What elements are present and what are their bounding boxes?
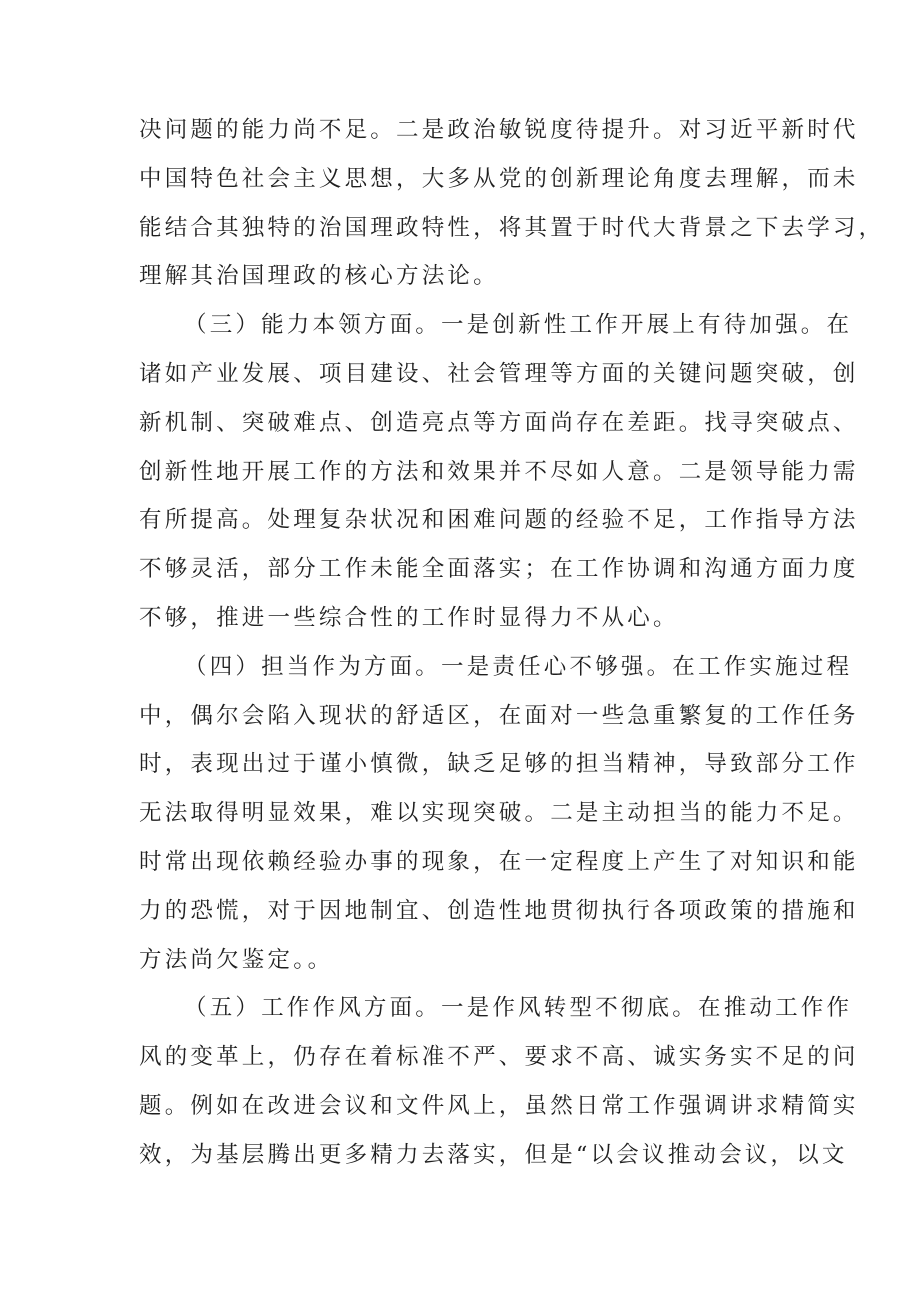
- document-body: [139, 106, 885, 1180]
- text-line: 有所提高。处理复杂状况和困难问题的经验不足，工作指导方法: [139, 507, 859, 534]
- text-line: 决问题的能力尚不足。二是政治敏锐度待提升。对习近平新时代: [139, 117, 859, 143]
- text-line: 题。例如在改进会议和文件风上，虽然日常工作强调讲求精简实: [139, 1092, 859, 1119]
- text-line: 创新性地开展工作的方法和效果并不尽如人意。二是领导能力需: [139, 458, 859, 485]
- text-line: 方法尚欠鉴定。。: [139, 946, 334, 973]
- text-line: 不够，推进一些综合性的工作时显得力不从心。: [139, 604, 679, 631]
- text-line: 力的恐慌，对于因地制宜、创造性地贯彻执行各项政策的措施和: [139, 897, 859, 924]
- text-line: 效，为基层腾出更多精力去落实，但是“以会议推动会议，以文: [139, 1141, 848, 1168]
- text-line: 能结合其独特的治国理政特性，将其置于时代大背景之下去学习，: [139, 214, 885, 241]
- text-line: 不够灵活，部分工作未能全面落实；在工作协调和沟通方面力度: [139, 556, 859, 583]
- text-line: 时常出现依赖经验办事的现象，在一定程度上产生了对知识和能: [139, 848, 859, 875]
- text-line: 理解其治国理政的核心方法论。: [139, 263, 499, 290]
- text-line: 无法取得明显效果，难以实现突破。二是主动担当的能力不足。: [139, 800, 859, 827]
- text-line: 中，偶尔会陷入现状的舒适区，在面对一些急重繁复的工作任务: [139, 702, 859, 729]
- text-line: （五）工作作风方面。一是作风转型不彻底。在推动工作作: [184, 995, 853, 1022]
- paragraph-work-style: [139, 984, 859, 1179]
- text-line: 诸如产业发展、项目建设、社会管理等方面的关键问题突破，创: [139, 360, 859, 387]
- text-line: （三）能力本领方面。一是创新性工作开展上有待加强。在: [184, 312, 853, 339]
- paragraph-continuation: [139, 106, 885, 301]
- text-line: 中国特色社会主义思想，大多从党的创新理论角度去理解，而未: [139, 165, 859, 192]
- text-line: 时，表现出过于谨小慎微，缺乏足够的担当精神，导致部分工作: [139, 751, 859, 778]
- paragraph-responsibility: [139, 643, 859, 985]
- text-line: 新机制、突破难点、创造亮点等方面尚存在差距。找寻突破点、: [139, 409, 859, 436]
- paragraph-ability: [139, 301, 859, 643]
- text-line: 风的变革上，仍存在着标准不严、要求不高、诚实务实不足的问: [139, 1044, 859, 1071]
- text-line: （四）担当作为方面。一是责任心不够强。在工作实施过程: [184, 653, 853, 680]
